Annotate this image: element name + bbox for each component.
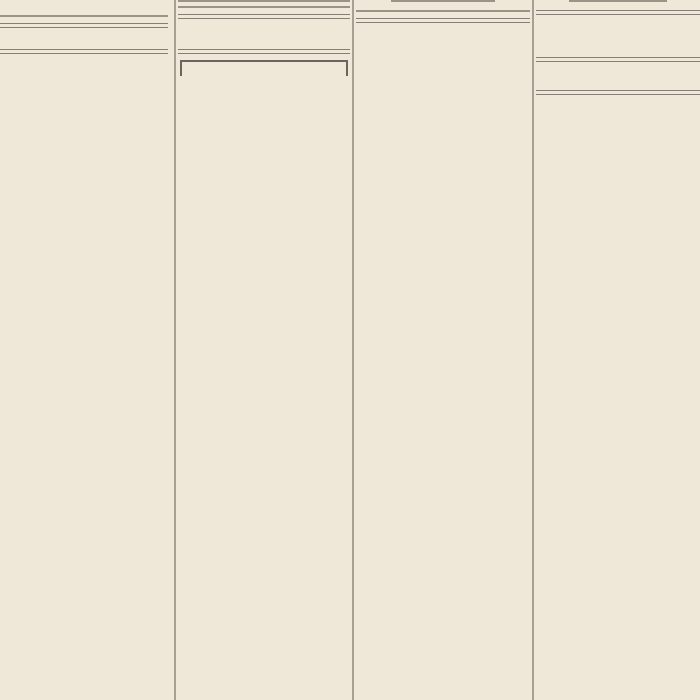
divider bbox=[178, 49, 350, 54]
divider bbox=[0, 23, 168, 28]
ad-academy-theatre bbox=[536, 98, 700, 114]
ad-kellys-market bbox=[536, 18, 700, 54]
divider bbox=[536, 57, 700, 62]
divider bbox=[536, 90, 700, 95]
column-1 bbox=[0, 0, 172, 700]
divider bbox=[0, 49, 168, 54]
divider bbox=[356, 10, 530, 12]
column-3 bbox=[356, 0, 530, 700]
divider bbox=[391, 0, 495, 2]
ad-free-jacket bbox=[0, 31, 168, 46]
column-rule bbox=[174, 0, 176, 700]
ad-want-job bbox=[180, 60, 348, 76]
divider bbox=[178, 6, 350, 8]
divider bbox=[178, 14, 350, 19]
divider bbox=[569, 0, 667, 2]
ad-cider bbox=[356, 26, 530, 28]
ad-mohawk bbox=[0, 57, 168, 67]
column-rule bbox=[352, 0, 354, 700]
ad-bahrets-flowers bbox=[536, 65, 700, 87]
divider bbox=[536, 10, 700, 15]
column-2 bbox=[178, 0, 350, 700]
divider bbox=[0, 15, 168, 17]
divider bbox=[356, 18, 530, 23]
column-rule bbox=[532, 0, 534, 700]
column-4 bbox=[536, 0, 700, 700]
divider bbox=[178, 0, 350, 2]
ad-barber-shop bbox=[178, 22, 350, 46]
